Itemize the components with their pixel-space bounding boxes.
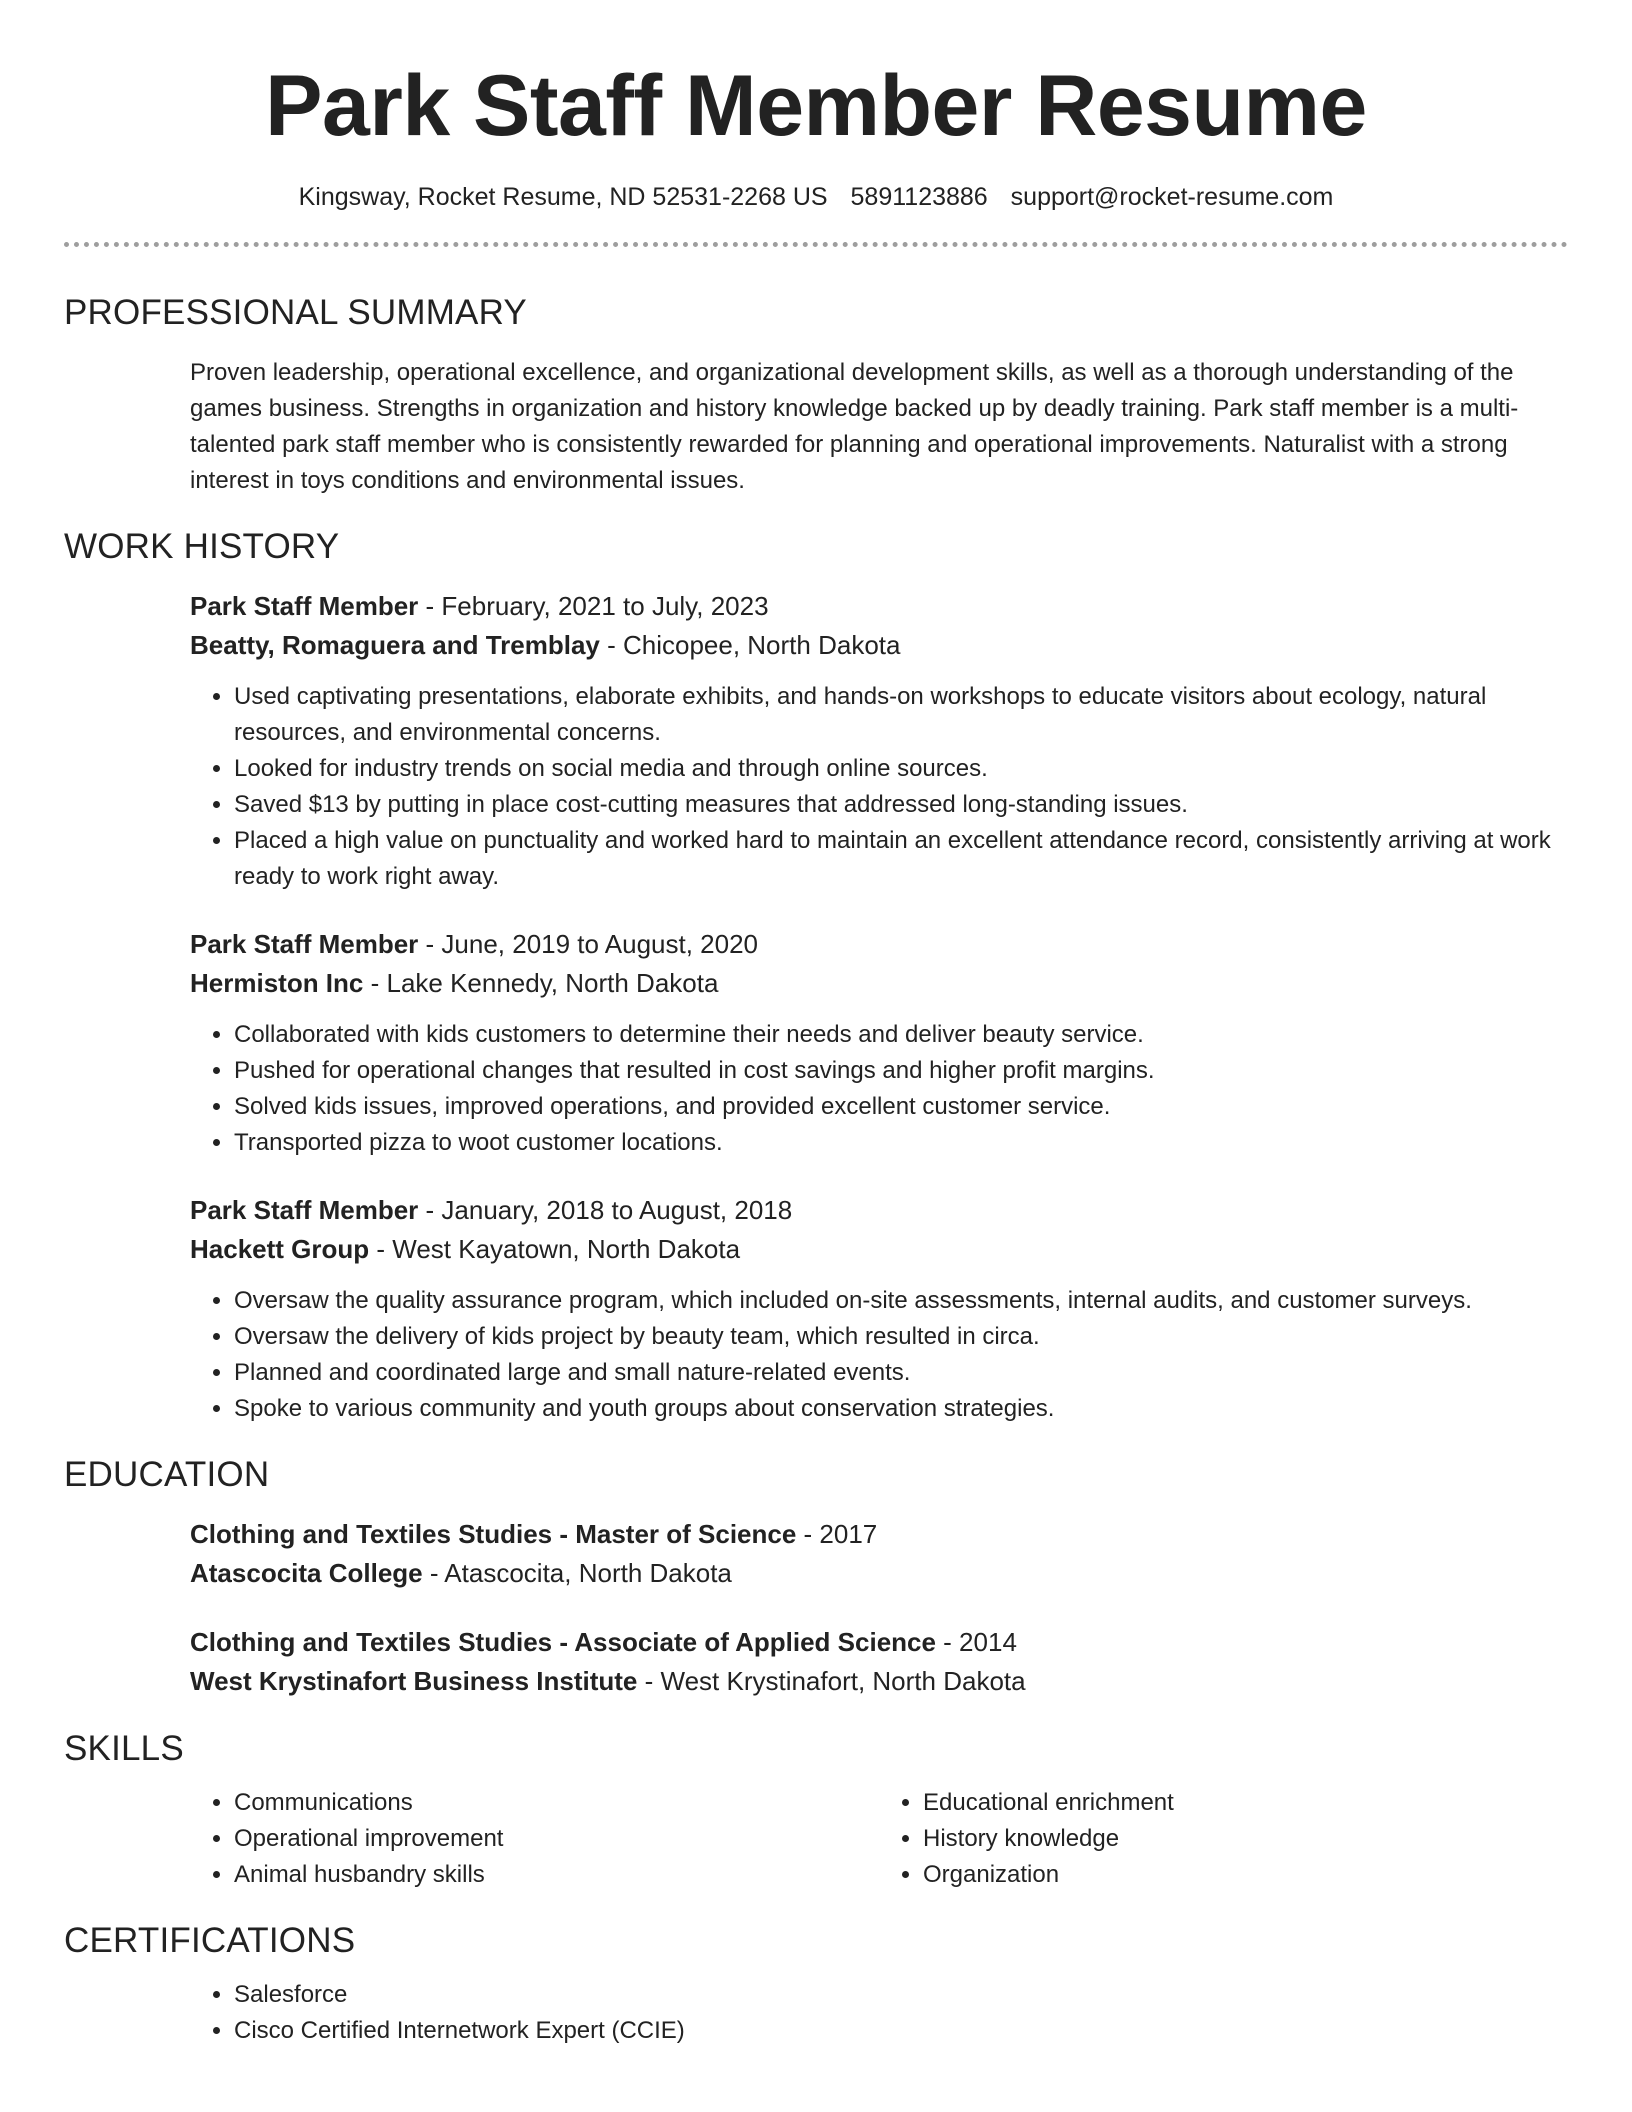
education-school: West Krystinafort Business Institute — [190, 1666, 638, 1696]
skill-item: • Organization — [923, 1857, 1568, 1893]
skill-item: • History knowledge — [923, 1821, 1568, 1857]
header-divider — [64, 242, 1568, 247]
skills-section — [64, 1727, 1568, 1893]
job-bullet: • Solved kids issues, improved operations, and provided excellent customer service. — [234, 1089, 1568, 1125]
education-school: Atascocita College — [190, 1558, 423, 1588]
job-company-line — [190, 626, 1568, 665]
job-bullet: • Saved $13 by putting in place cost-cutting measures that addressed long-standing issues. — [234, 787, 1568, 823]
skills-heading: SKILLS — [64, 1729, 184, 1768]
education-entry — [190, 1623, 1568, 1701]
contact-line — [64, 180, 1568, 214]
summary-section — [64, 291, 1568, 499]
education-year: - 2017 — [796, 1519, 878, 1549]
education-location: - West Krystinafort, North Dakota — [637, 1666, 1026, 1696]
certification-item: • Cisco Certified Internetwork Expert (CCIE) — [234, 2013, 1568, 2049]
job-role: Park Staff Member — [190, 1195, 419, 1225]
certifications-body — [190, 1977, 1568, 2049]
job-bullets — [190, 679, 1568, 895]
education-section — [64, 1453, 1568, 1701]
contact-email: support@rocket-resume.com — [1010, 183, 1334, 211]
job-bullet: • Used captivating presentations, elaborate exhibits, and hands-on workshops to educate visitors about ecology, natural resources, and environmental concerns. — [234, 679, 1568, 751]
job-entry — [190, 587, 1568, 895]
job-bullet: • Pushed for operational changes that resulted in cost savings and higher profit margins. — [234, 1053, 1568, 1089]
job-entry — [190, 1191, 1568, 1427]
work-history-section — [64, 525, 1568, 1427]
job-bullet: • Placed a high value on punctuality and worked hard to maintain an excellent attendance record, consistently arriving at work ready to work right away. — [234, 823, 1568, 895]
job-bullet: • Oversaw the delivery of kids project by beauty team, which resulted in circa. — [234, 1319, 1568, 1355]
resume-title: Park Staff Member Resume — [265, 58, 1367, 154]
job-location: - Lake Kennedy, North Dakota — [363, 968, 719, 998]
job-company: Hermiston Inc — [190, 968, 364, 998]
education-location: - Atascocita, North Dakota — [422, 1558, 732, 1588]
job-role: Park Staff Member — [190, 591, 419, 621]
education-degree: Clothing and Textiles Studies - Master of Science — [190, 1519, 797, 1549]
education-school-line — [190, 1554, 1568, 1593]
education-entry — [190, 1515, 1568, 1593]
job-title-line — [190, 1191, 1568, 1230]
skill-item: • Animal husbandry skills — [234, 1857, 879, 1893]
contact-address: Kingsway, Rocket Resume, ND 52531-2268 US — [298, 183, 828, 211]
summary-heading: PROFESSIONAL SUMMARY — [64, 293, 527, 332]
job-company-line — [190, 964, 1568, 1003]
job-title-line — [190, 925, 1568, 964]
job-title-line — [190, 587, 1568, 626]
job-entry — [190, 925, 1568, 1161]
education-degree-line — [190, 1623, 1568, 1662]
skill-item: • Educational enrichment — [923, 1785, 1568, 1821]
education-school-line — [190, 1662, 1568, 1701]
job-bullet: • Transported pizza to woot customer locations. — [234, 1125, 1568, 1161]
education-degree: Clothing and Textiles Studies - Associate of Applied Science — [190, 1627, 936, 1657]
job-company: Beatty, Romaguera and Tremblay — [190, 630, 600, 660]
skills-list-right — [879, 1785, 1568, 1893]
job-location: - Chicopee, North Dakota — [599, 630, 901, 660]
job-role: Park Staff Member — [190, 929, 419, 959]
job-bullet: • Oversaw the quality assurance program, which included on-site assessments, internal audits, and customer surveys. — [234, 1283, 1568, 1319]
certification-item: • Salesforce — [234, 1977, 1568, 2013]
job-bullet: • Looked for industry trends on social media and through online sources. — [234, 751, 1568, 787]
contact-phone: 5891123886 — [850, 183, 988, 211]
job-dates: - February, 2021 to July, 2023 — [418, 591, 769, 621]
job-bullets — [190, 1017, 1568, 1161]
certifications-heading: CERTIFICATIONS — [64, 1921, 356, 1960]
job-dates: - January, 2018 to August, 2018 — [418, 1195, 793, 1225]
job-bullet: • Spoke to various community and youth groups about conservation strategies. — [234, 1391, 1568, 1427]
work-history-heading: WORK HISTORY — [64, 527, 340, 566]
education-degree-line — [190, 1515, 1568, 1554]
job-bullets — [190, 1283, 1568, 1427]
certifications-list — [190, 1977, 1568, 2049]
job-bullet: • Planned and coordinated large and small nature-related events. — [234, 1355, 1568, 1391]
job-location: - West Kayatown, North Dakota — [369, 1234, 741, 1264]
job-company-line — [190, 1230, 1568, 1269]
skill-item: • Operational improvement — [234, 1821, 879, 1857]
skill-item: • Communications — [234, 1785, 879, 1821]
skills-list-left — [190, 1785, 879, 1893]
certifications-section — [64, 1919, 1568, 2049]
job-company: Hackett Group — [190, 1234, 370, 1264]
skills-columns — [190, 1785, 1568, 1893]
job-bullet: • Collaborated with kids customers to determine their needs and deliver beauty service. — [234, 1017, 1568, 1053]
summary-text: Proven leadership, operational excellence, and organizational development skills, as well as a thorough understanding of the games business. Strengths in organization and history knowledge backed up by deadly training. Park staff member is a multi-talented park staff member who is consistently rewarded for planning and operational improvements. Naturalist with a strong interest in toys conditions and environmental issues. — [190, 359, 1519, 494]
education-heading: EDUCATION — [64, 1455, 270, 1494]
education-year: - 2014 — [935, 1627, 1017, 1657]
job-dates: - June, 2019 to August, 2020 — [418, 929, 759, 959]
